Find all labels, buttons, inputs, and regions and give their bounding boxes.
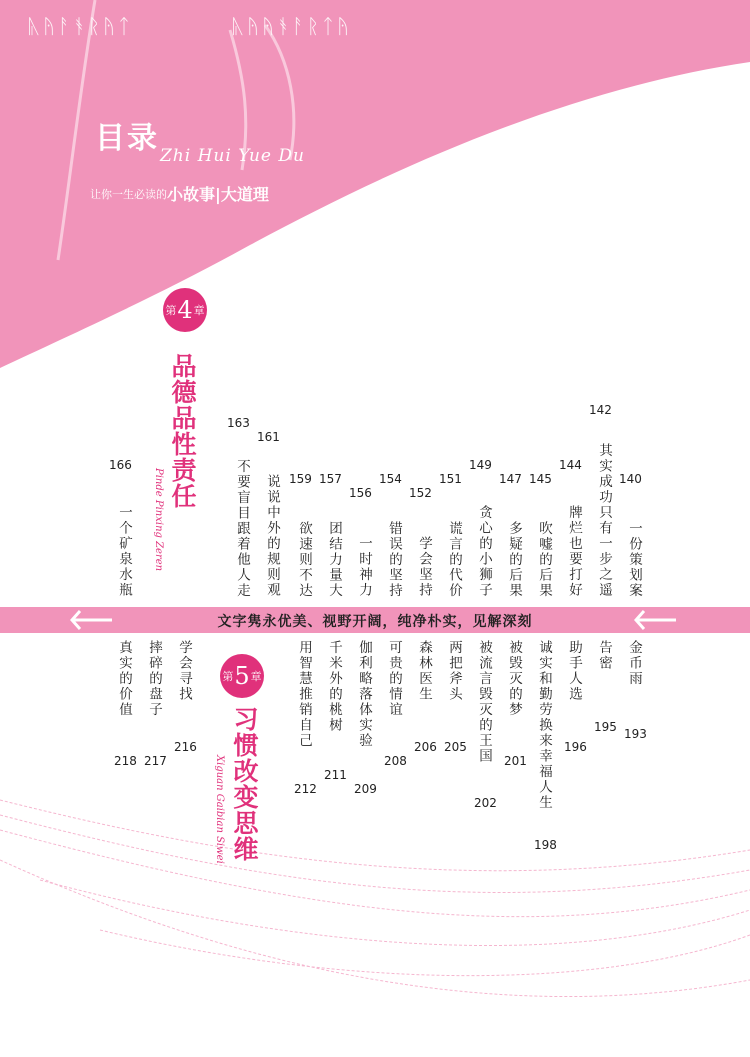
toc-entry-title: 多疑的后果 [506,520,522,598]
toc-entry-title: 用智慧推销自己 [296,640,312,749]
toc-entry [349,486,376,598]
toc-entry [592,640,616,736]
toc-entry-page: 151 [439,472,462,486]
toc-entry-title: 千米外的桃树 [326,640,342,733]
toc-entry [257,430,284,598]
toc-entry-title: 金币雨 [626,640,642,687]
series-subtitle-large: 小故事|大道理 [167,185,269,204]
toc-entry [469,458,496,598]
toc-entry-title: 错误的坚持 [386,520,402,598]
toc-entry-page: 149 [469,458,492,472]
toc-entry [439,472,466,598]
toc-entry [529,472,556,598]
chapter-5-title: 习惯改变思维 [230,706,259,862]
toc-entry [412,640,436,756]
decorative-scribble-right: ᚣᚤᚤᚬᚨᚱᛏᚤ [232,14,352,38]
toc-entry-page: 159 [289,472,312,486]
toc-entry [562,640,586,756]
toc-entry-page: 193 [624,727,647,741]
toc-entry [619,472,646,598]
toc-entry-title: 其实成功只有一步之遥 [596,443,612,598]
page-title: 目录 [95,121,159,156]
toc-entry [142,640,166,770]
toc-entry [499,472,526,598]
toc-entry-title: 不要盲目跟着他人走 [234,458,250,598]
slogan-text: 文字隽永优美、视野开阔，纯净朴实，见解深刻 [217,614,533,630]
toc-entry-page: 140 [619,472,642,486]
toc-entry-title: 一时神力 [356,536,372,598]
toc-entry [112,640,136,770]
toc-entry-page: 218 [114,754,137,768]
toc-entry-page: 142 [589,403,612,417]
toc-entry-page: 198 [534,838,557,852]
toc-entry [289,472,316,598]
toc-entry [227,416,254,598]
chapter-4-pinyin: Pinde Pinxing Zeren [153,468,164,572]
toc-entry-title: 说说中外的规则观 [264,474,280,598]
toc-entry [352,640,376,798]
toc-entry-page: 144 [559,458,582,472]
toc-entry-page: 145 [529,472,552,486]
toc-entry-page: 208 [384,754,407,768]
chapter-4-badge: 第 4 章 [158,283,212,337]
toc-entry [559,458,586,598]
toc-entry-title: 一份策划案 [626,520,642,598]
toc-entry-title: 一个矿泉水瓶 [116,505,132,598]
toc-entry-title: 被毁灭的梦 [506,640,522,718]
toc-entry-page: 154 [379,472,402,486]
toc-entry-page: 202 [474,796,497,810]
toc-entry-page: 212 [294,782,317,796]
toc-entry [379,472,406,598]
toc-entry [442,640,466,756]
toc-entry-title: 团结力量大 [326,520,342,598]
toc-entry-title: 森林医生 [416,640,432,702]
toc-entry-page: 157 [319,472,342,486]
toc-entry-page: 216 [174,740,197,754]
toc-entry-title: 牌烂也要打好 [566,505,582,598]
toc-entry [109,458,136,598]
toc-entry-title: 可贵的情谊 [386,640,402,718]
toc-entry-title: 助手人选 [566,640,582,702]
toc-entry-title: 被流言毁灭的王国 [476,640,492,764]
toc-entry [322,640,346,784]
toc-entry-title: 两把斧头 [446,640,462,702]
toc-entry-title: 学会寻找 [176,640,192,702]
toc-entry-title: 吹嘘的后果 [536,520,552,598]
toc-entry-title: 伽利略落体实验 [356,640,372,749]
title-pinyin: Zhi Hui Yue Du [160,146,305,166]
toc-entry-title: 学会坚持 [416,536,432,598]
toc-entry-page: 205 [444,740,467,754]
toc-entry [382,640,406,770]
toc-entry-title: 摔碎的盘子 [146,640,162,718]
toc-entry [589,403,616,598]
toc-entry [532,640,556,854]
decorative-scribble-left: ᚣᚤᚨᚬᚱᚤᛏ [28,14,133,38]
toc-entry-page: 196 [564,740,587,754]
toc-entry-page: 161 [257,430,280,444]
toc-entry-page: 166 [109,458,132,472]
toc-entry-title: 真实的价值 [116,640,132,718]
chapter-5-badge: 第 5 章 [215,649,269,703]
toc-entry-title: 欲速则不达 [296,520,312,598]
toc-entry [172,640,196,756]
toc-entry-title: 谎言的代价 [446,520,462,598]
toc-entry-page: 206 [414,740,437,754]
series-subtitle-small: 让你一生必读的 [90,188,167,201]
chapter-4-title: 品德品性责任 [168,353,197,509]
toc-entry-page: 209 [354,782,377,796]
toc-entry-title: 告密 [596,640,612,671]
toc-entry [409,486,436,598]
toc-entry-page: 217 [144,754,167,768]
toc-entry-title: 诚实和勤劳换来幸福人生 [536,640,552,811]
chapter-5-pinyin: Xiguan Gaibian Siwei [214,755,225,864]
toc-entry-page: 211 [324,768,347,782]
toc-entry [502,640,526,770]
toc-entry-page: 195 [594,720,617,734]
toc-entry-page: 156 [349,486,372,500]
toc-entry-page: 147 [499,472,522,486]
toc-entry-page: 201 [504,754,527,768]
toc-entry [292,640,316,798]
toc-entry [472,640,496,812]
toc-entry-page: 163 [227,416,250,430]
toc-entry [622,640,646,743]
toc-entry [319,472,346,598]
toc-entry-page: 152 [409,486,432,500]
toc-entry-title: 贪心的小狮子 [476,505,492,598]
